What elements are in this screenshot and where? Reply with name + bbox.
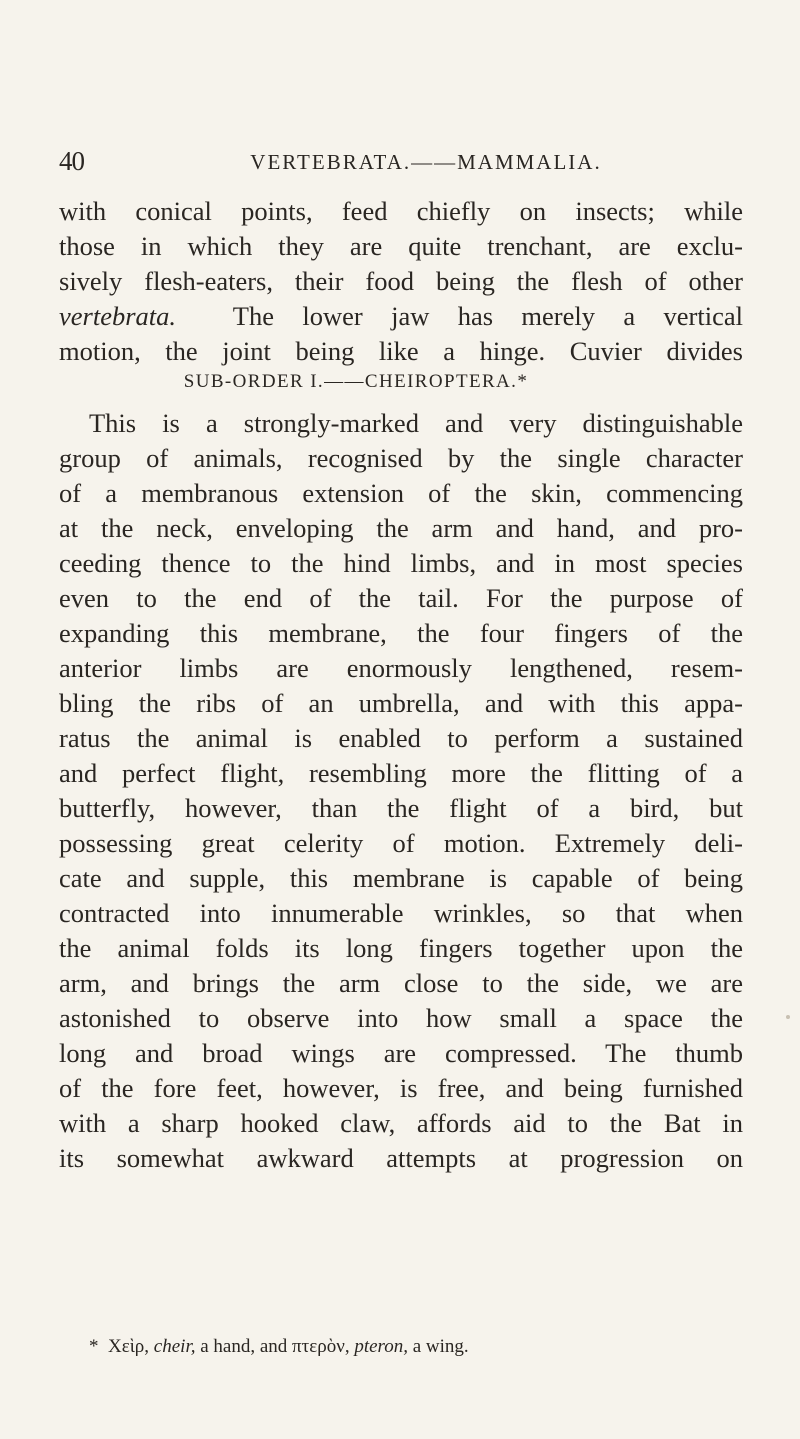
text-line: even to the end of the tail. For the purpose of <box>59 583 743 613</box>
text-line: long and broad wings are compressed. The thumb <box>59 1038 743 1068</box>
text-span: The lower jaw has merely a vertical <box>232 301 743 331</box>
footnote-greek-cheir: Χεὶρ, <box>108 1336 150 1357</box>
subheading: SUB-ORDER I.——CHEIROPTERA.* <box>183 371 529 392</box>
text-line: sively flesh-eaters, their food being the flesh of other <box>59 266 743 296</box>
text-line: and perfect flight, resembling more the flitting of a <box>59 758 743 788</box>
footnote <box>89 1336 469 1358</box>
text-line: arm, and brings the arm close to the side, we are <box>59 968 743 998</box>
text-line: with a sharp hooked claw, affords aid to the Bat in <box>59 1108 743 1138</box>
footnote-translit-pteron: pteron, <box>354 1336 408 1357</box>
text-line: ceeding thence to the hind limbs, and in most species <box>59 548 743 578</box>
text-line: ratus the animal is enabled to perform a sustained <box>59 723 743 753</box>
text-line: cate and supple, this membrane is capable of being <box>59 863 743 893</box>
text-line: expanding this membrane, the four fingers of the <box>59 618 743 648</box>
text-line: anterior limbs are enormously lengthened, resem- <box>59 653 743 683</box>
text-line: motion, the joint being like a hinge. Cuvier divides <box>59 336 743 366</box>
footnote-marker: * <box>89 1336 99 1357</box>
text-line: bling the ribs of an umbrella, and with this appa- <box>59 688 743 718</box>
text-line: contracted into innumerable wrinkles, so that when <box>59 898 743 928</box>
page-number: 40 <box>59 146 84 176</box>
text-line: group of animals, recognised by the single character <box>59 443 743 473</box>
text-line: of a membranous extension of the skin, commencing <box>59 478 743 508</box>
text-line: This is a strongly-marked and very distinguishable <box>89 408 743 438</box>
text-line: of the fore feet, however, is free, and being furnished <box>59 1073 743 1103</box>
italic-term: vertebrata. <box>59 301 177 331</box>
text-line: its somewhat awkward attempts at progression on <box>59 1143 743 1173</box>
text-line: butterfly, however, than the flight of a bird, but <box>59 793 743 823</box>
text-line: with conical points, feed chiefly on insects; while <box>59 196 743 226</box>
text-line-with-italic <box>59 299 743 333</box>
footnote-text-end: a wing. <box>412 1336 469 1357</box>
paper-speck <box>786 1015 790 1019</box>
footnote-translit-cheir: cheir, <box>153 1336 196 1357</box>
running-title: VERTEBRATA.——MAMMALIA. <box>250 150 602 174</box>
text-line: at the neck, enveloping the arm and hand, and pro- <box>59 513 743 543</box>
footnote-greek-pteron: πτερὸν, <box>292 1336 350 1357</box>
text-line: possessing great celerity of motion. Extremely deli- <box>59 828 743 858</box>
text-line: astonished to observe into how small a space the <box>59 1003 743 1033</box>
text-line: those in which they are quite trenchant, are exclu- <box>59 231 743 261</box>
footnote-text: a hand, and <box>200 1336 288 1357</box>
text-line: the animal folds its long fingers together upon the <box>59 933 743 963</box>
running-head <box>59 146 749 186</box>
